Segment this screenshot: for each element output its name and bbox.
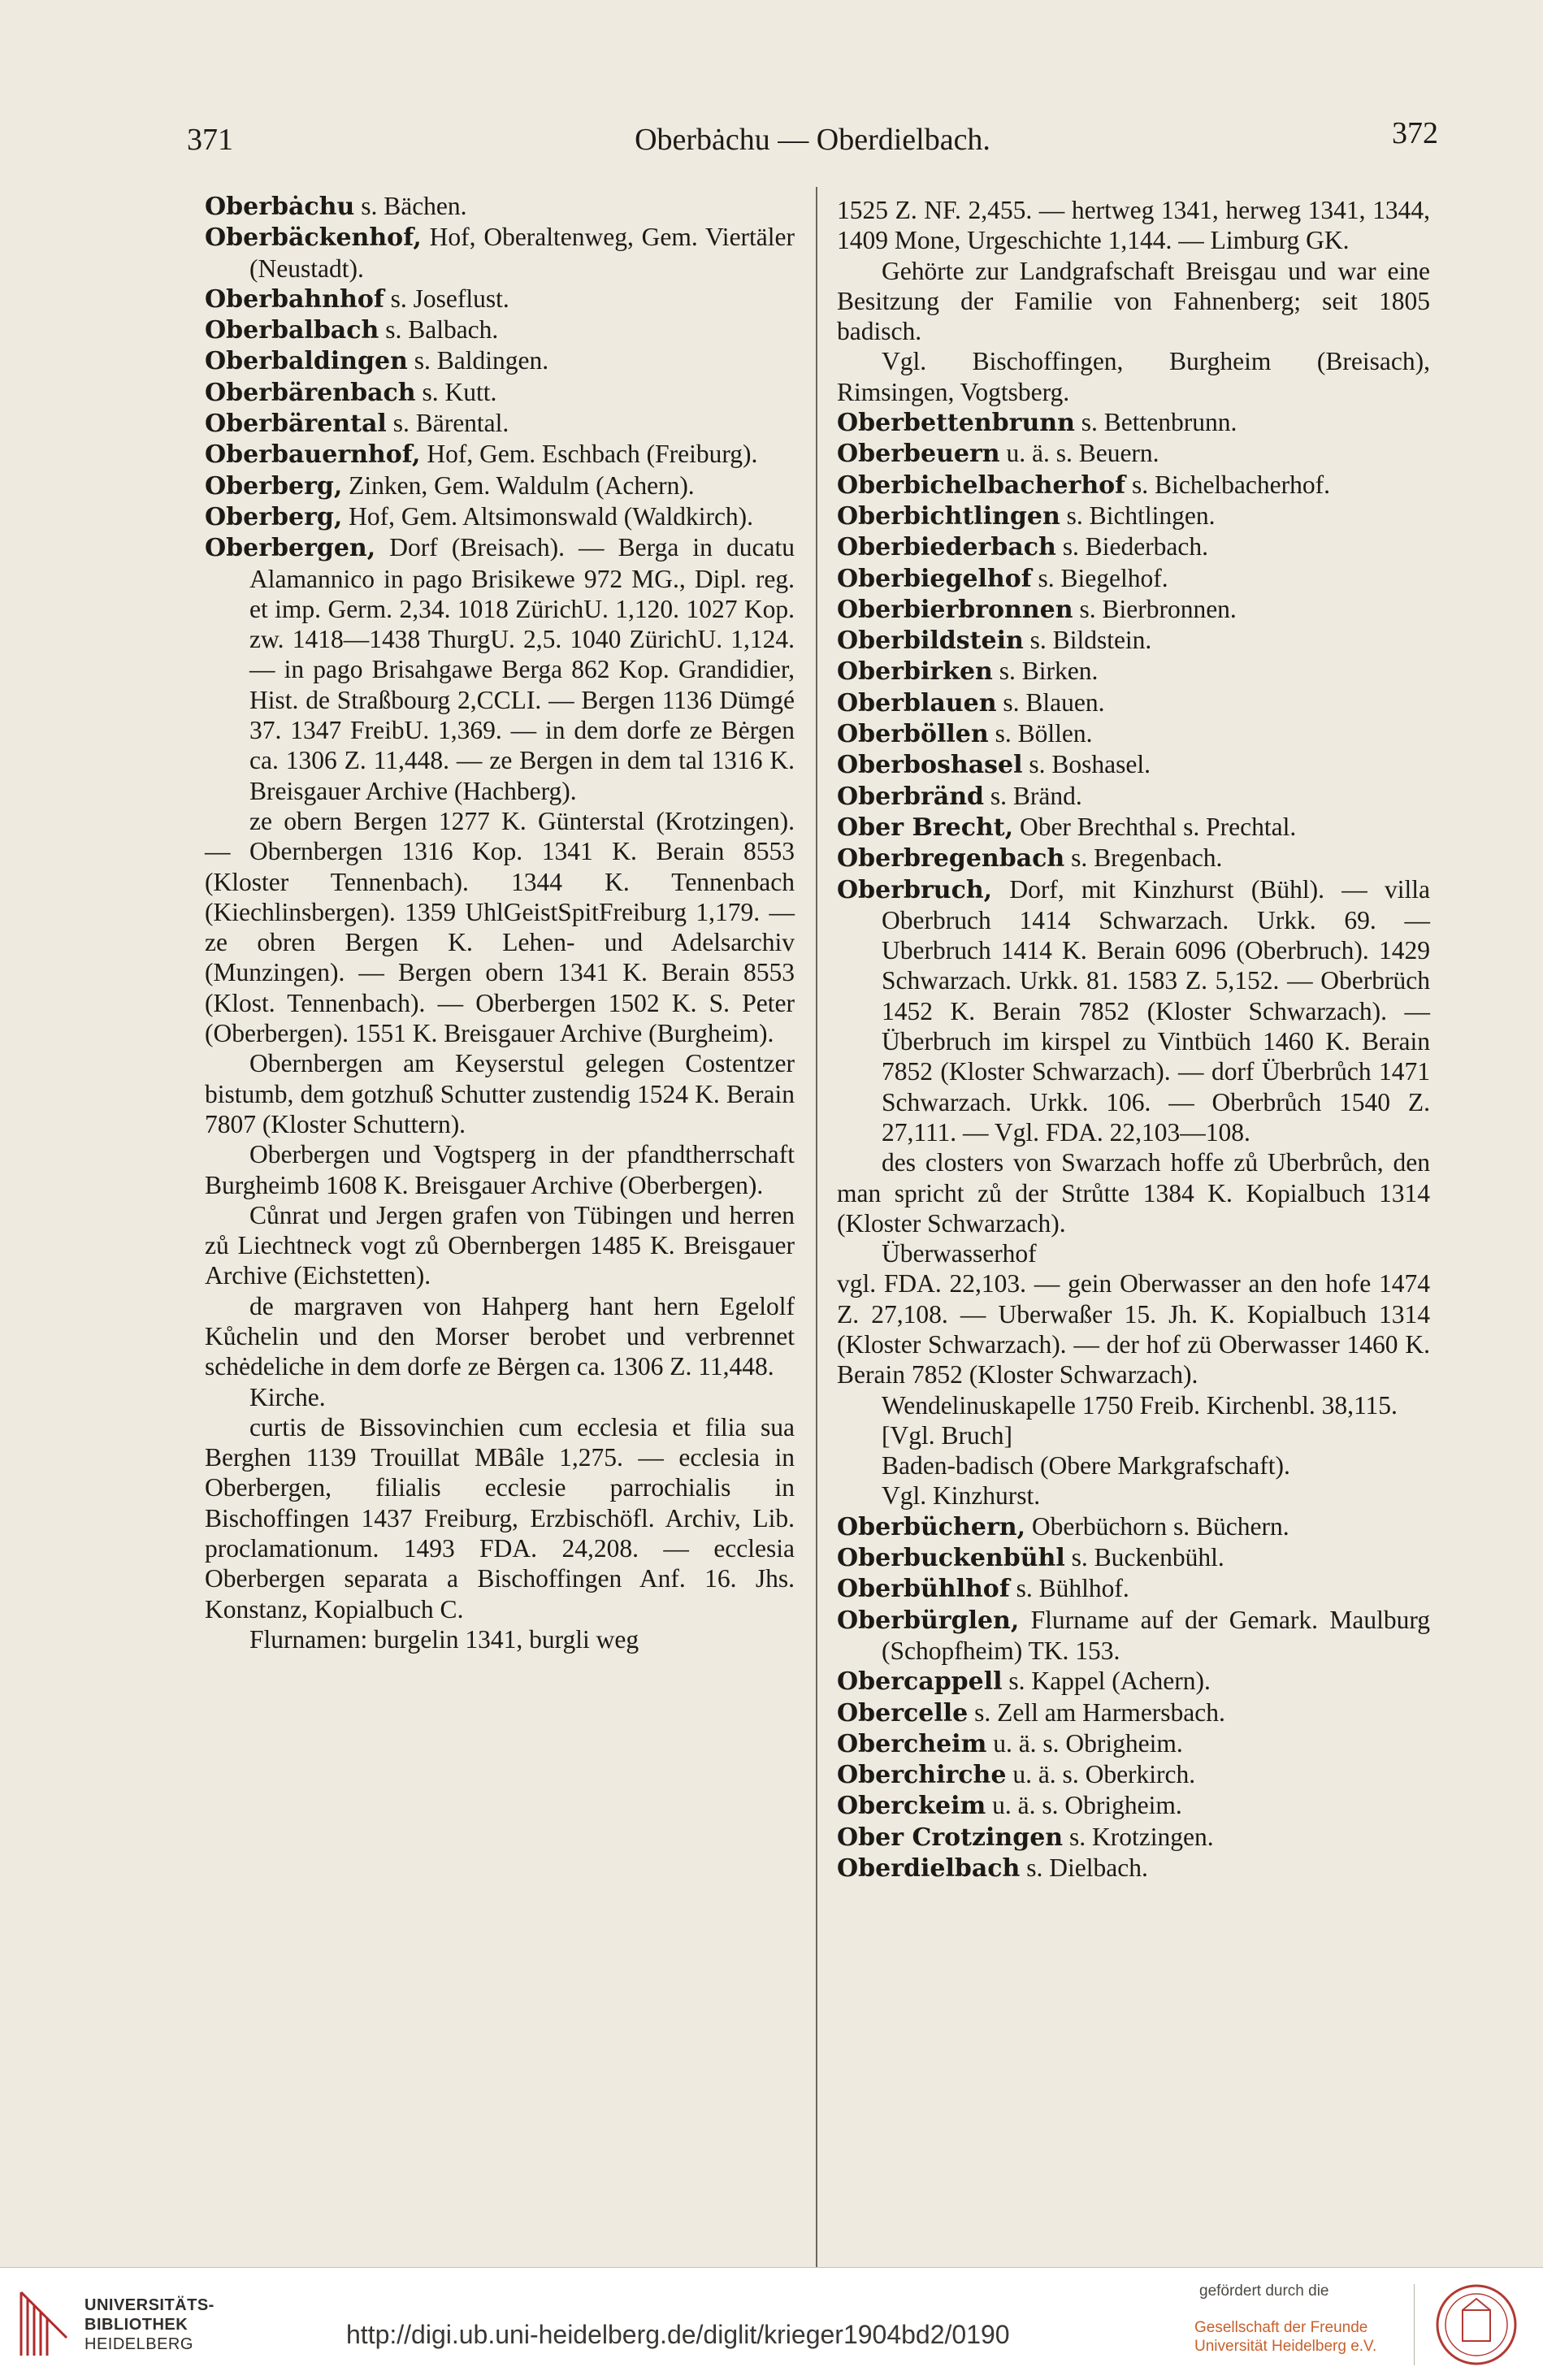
entry-paragraph: Überwasserhof xyxy=(882,1239,1037,1268)
entry-text: s. Kutt. xyxy=(415,377,497,406)
entry-headword: Oberchirche xyxy=(837,1761,1007,1790)
footer-bar xyxy=(0,2267,1543,2380)
library-logo-icon xyxy=(18,2289,70,2359)
entry-paragraph: Cůnrat und Jergen grafen von Tübingen und herren zů Liechtneck vogt zů Obernbergen 1485 K. Breisgauer Archive (Eichstetten). xyxy=(205,1200,795,1290)
entry-text: s. Bildstein. xyxy=(1023,626,1152,655)
entry-text: s. Baldingen. xyxy=(407,346,549,375)
entry-headword: Oberblauen xyxy=(837,688,997,717)
entry-text: s. Bierbronnen. xyxy=(1073,594,1237,623)
entry-text: Zinken, Gem. Waldulm (Achern). xyxy=(342,470,695,500)
entry-headword: Oberbergen, xyxy=(205,534,376,563)
entry-headword: Oberbuckenbühl xyxy=(837,1544,1065,1573)
dictionary-entry xyxy=(837,718,1430,749)
entry-text: s. Bichelbacherhof. xyxy=(1125,470,1330,499)
entry-text: s. Bärental. xyxy=(386,409,509,438)
dictionary-entry xyxy=(837,531,1430,562)
entry-headword: Oberbüchern, xyxy=(837,1512,1026,1541)
entry-headword: Oberbränd xyxy=(837,782,985,811)
entry-headword: Oberbruch, xyxy=(837,875,993,904)
entry-headword: Oberbirken xyxy=(837,657,993,687)
dictionary-entry xyxy=(837,1573,1430,1604)
entry-paragraph: curtis de Bissovinchien cum ecclesia et filia sua Berghen 1139 Trouillat MBâle 1,275. — ecclesia in Oberbergen, filialis ecclesie parrochialis in Bischoffingen 1437 Freiburg, Erzbischöfl. Archiv, Lib. proclamationum. 1493 FDA. 24,208. — ecclesia Oberbergen separata a Bischoffingen Anf. 16. Jhs. Konstanz, Kopialbuch C. xyxy=(205,1412,795,1624)
entry-headword: Ober Crotzingen xyxy=(837,1823,1064,1852)
entry-headword: Oberbaldingen xyxy=(205,347,408,376)
dictionary-entry xyxy=(205,222,795,284)
dictionary-entry xyxy=(837,1511,1430,1542)
university-name: UNIVERSITÄTS- BIBLIOTHEK HEIDELBERG xyxy=(85,2296,215,2353)
dictionary-entry xyxy=(205,470,795,501)
entry-headword: Oberbiederbach xyxy=(837,533,1056,562)
dictionary-entry xyxy=(837,625,1430,656)
entry-text: u. ä. s. Obrigheim. xyxy=(986,1728,1183,1758)
entry-headword: Ober Brecht, xyxy=(837,813,1014,842)
entry-text: u. ä. s. Oberkirch. xyxy=(1006,1760,1196,1789)
entry-text: Oberbüchorn s. Büchern. xyxy=(1025,1511,1289,1541)
running-title: Oberbȧchu — Oberdielbach. xyxy=(635,123,990,157)
entry-headword: Oberbauernhof, xyxy=(205,440,421,470)
entry-text: Hof, Gem. Altsimonswald (Waldkirch). xyxy=(342,501,754,531)
entry-headword: Oberbärental xyxy=(205,410,387,439)
entry-text: u. ä. s. Obrigheim. xyxy=(986,1791,1182,1820)
page-number-right: 372 xyxy=(1392,116,1438,150)
entry-continuation: vgl. FDA. 22,103. — gein Oberwasser an den hofe 1474 Z. 27,108. — Uberwaßer 15. Jh. K. Kopialbuch 1314 (Kloster Schwarzach). — der hof zü Oberwasser 1460 K. Berain 7852 (Kloster Schwarzach). xyxy=(837,1269,1430,1389)
dictionary-entry xyxy=(205,191,795,222)
entry-text: s. Böllen. xyxy=(988,719,1093,748)
entry-text: Ober Brechthal s. Prechtal. xyxy=(1013,812,1297,841)
entry-paragraph: Vgl. Bischoffingen, Burgheim (Breisach), Rimsingen, Vogtsberg. xyxy=(837,347,1430,406)
entry-paragraph: de margraven von Hahperg hant hern Egelolf Kůchelin und den Morser berobet und verbrennet schėdeliche in dem dorfe ze Bėrgen ca. 1306 Z. 11,448. xyxy=(205,1291,795,1381)
dictionary-entry xyxy=(837,1853,1430,1884)
page-header xyxy=(187,116,1438,171)
entry-headword: Oberbiegelhof xyxy=(837,564,1032,593)
dictionary-entry xyxy=(837,1728,1430,1759)
dictionary-entry xyxy=(837,407,1430,438)
sponsor-credit: gefördert durch die Gesellschaft der Freunde Universität Heidelberg e.V. xyxy=(1194,2282,1377,2355)
entry-text: u. ä. s. Beuern. xyxy=(999,439,1159,468)
dictionary-entry xyxy=(205,408,795,439)
entry-text: s. Zell am Harmersbach. xyxy=(968,1697,1225,1727)
entry-headword: Oberbeuern xyxy=(837,440,1000,469)
dictionary-entry xyxy=(837,781,1430,812)
entry-headword: Oberberg, xyxy=(205,471,343,501)
dictionary-entry xyxy=(837,1542,1430,1573)
dictionary-entry xyxy=(837,470,1430,501)
dictionary-entry xyxy=(837,501,1430,531)
entry-paragraph: Gehörte zur Landgrafschaft Breisgau und war eine Besitzung der Familie von Fahnenberg; seit 1805 badisch. xyxy=(837,256,1430,346)
entry-text: Flurname auf der Gemark. Maulburg (Schopfheim) TK. 153. xyxy=(882,1605,1430,1665)
entry-headword: Oberbäckenhof, xyxy=(205,223,422,253)
left-column xyxy=(205,191,795,1654)
entry-headword: Oberbahnhof xyxy=(205,284,384,314)
entry-paragraph: Oberbergen und Vogtsperg in der pfandtherrschaft Burgheimb 1608 K. Breisgauer Archive (Oberbergen). xyxy=(205,1140,795,1199)
dictionary-entry xyxy=(205,439,795,470)
entry-text: Dorf, mit Kinzhurst (Bühl). — villa Oberbruch 1414 Schwarzach. Urkk. 69. — Uberbruch 1414 K. Berain 6096 (Oberbruch). 1429 Schwarzach. Urkk. 81. 1583 Z. 5,152. — Oberbrüch 1452 K. Berain 7852 (Kloster Schwarzach). — Überbruch im kirspel zu Vintbüch 1460 K. Berain 7852 (Kloster Schwarzach). — dorf Überbrůch 1471 Schwarzach. Urkk. 106. — Oberbrůch 1540 Z. 27,111. — Vgl. FDA. 22,103—108. xyxy=(882,874,1430,1147)
entry-headword: Oberckeim xyxy=(837,1792,986,1821)
entry-paragraph: Flurnamen: burgelin 1341, burgli weg xyxy=(249,1624,639,1654)
entry-text: s. Biederbach. xyxy=(1055,532,1209,561)
entry-paragraph: des closters von Swarzach hoffe zů Uberbrůch, den man spricht zů der Strůtte 1384 K. Kopialbuch 1314 (Kloster Schwarzach). xyxy=(837,1148,1430,1238)
dictionary-entry xyxy=(837,874,1430,1148)
entry-text: s. Bächen. xyxy=(354,192,467,220)
entry-headword: Oberbettenbrunn xyxy=(837,409,1075,438)
entry-paragraph: Baden-badisch (Obere Markgrafschaft). xyxy=(882,1451,1290,1480)
dictionary-entry xyxy=(205,377,795,408)
dictionary-entry xyxy=(205,345,795,376)
entry-text: s. Biegelhof. xyxy=(1031,563,1168,592)
entry-text: s. Bettenbrunn. xyxy=(1074,408,1237,437)
entry-headword: Oberberg, xyxy=(205,502,343,531)
dictionary-entry xyxy=(837,563,1430,594)
entry-paragraph: Wendelinuskapelle 1750 Freib. Kirchenbl. 38,115. xyxy=(882,1390,1398,1420)
entry-headword: Oberdielbach xyxy=(837,1854,1021,1884)
entry-text: s. Dielbach. xyxy=(1020,1853,1148,1883)
dictionary-entry xyxy=(837,749,1430,780)
entry-headword: Oberbalbach xyxy=(205,316,379,345)
permalink-url[interactable]: http://digi.ub.uni-heidelberg.de/diglit/krieger1904bd2/0190 xyxy=(346,2320,1010,2349)
entry-text: s. Joseflust. xyxy=(384,284,509,313)
entry-headword: Obercelle xyxy=(837,1698,969,1728)
entry-headword: Oberbȧchu xyxy=(205,193,355,221)
entry-headword: Oberbierbronnen xyxy=(837,595,1073,624)
column-divider xyxy=(816,187,817,2283)
entry-text: s. Bränd. xyxy=(984,781,1082,810)
entry-paragraph: Vgl. Kinzhurst. xyxy=(882,1481,1041,1511)
dictionary-entry xyxy=(837,438,1430,469)
entry-paragraph: Obernbergen am Keyserstul gelegen Costentzer bistumb, dem gotzhuß Schutter zustendig 1524 K. Berain 7807 (Kloster Schuttern). xyxy=(205,1049,795,1138)
entry-text: s. Bregenbach. xyxy=(1064,843,1223,873)
dictionary-entry xyxy=(837,687,1430,718)
dictionary-entry xyxy=(837,1697,1430,1728)
entry-headword: Oberbärenbach xyxy=(205,378,416,407)
entry-headword: Oberbichelbacherhof xyxy=(837,470,1126,500)
dictionary-entry xyxy=(837,812,1430,843)
right-column xyxy=(837,195,1430,1884)
entry-text: s. Boshasel. xyxy=(1022,750,1151,779)
entry-headword: Oberbühlhof xyxy=(837,1575,1010,1604)
entry-text: Hof, Gem. Eschbach (Freiburg). xyxy=(420,440,758,469)
entry-text: s. Birken. xyxy=(992,657,1099,686)
entry-text: s. Kappel (Achern). xyxy=(1002,1667,1211,1696)
dictionary-entry xyxy=(205,532,795,806)
entry-headword: Obercheim xyxy=(837,1729,987,1758)
entry-headword: Oberböllen xyxy=(837,720,989,749)
entry-paragraph: ze obern Bergen 1277 K. Günterstal (Krotzingen). — Obernbergen 1316 Kop. 1341 K. Berain 8553 (Kloster Tennenbach). 1344 K. Tennenbach (Kiechlinsbergen). 1359 UhlGeistSpitFreiburg 1,179. — ze obren Bergen K. Lehen- und Adelsarchiv (Munzingen). — Bergen obern 1341 K. Berain 8553 (Klost. Tennenbach). — Oberbergen 1502 K. S. Peter (Oberbergen). 1551 K. Breisgauer Archive (Burgheim). xyxy=(205,806,795,1048)
entry-headword: Oberboshasel xyxy=(837,751,1023,780)
dictionary-entry xyxy=(205,284,795,314)
entry-text: Dorf (Breisach). — Berga in ducatu Alamannico in pago Brisikewe 972 MG., Dipl. reg. et imp. Germ. 2,34. 1018 ZürichU. 1,120. 1027 Kop. zw. 1418—1438 ThurgU. 2,5. 1040 ZürichU. 1,124. — in pago Brisahgawe Berga 862 Kop. Grandidier, Hist. de Straßbourg 2,CCLI. — Bergen 1136 Dümgé 37. 1347 FreibU. 1,369. — in dem dorfe ze Bėrgen ca. 1306 Z. 11,448. — ze Bergen in dem tal 1316 K. Breisgauer Archive (Hachberg). xyxy=(249,533,795,805)
university-seal-icon xyxy=(1432,2282,1521,2367)
dictionary-entry xyxy=(837,656,1430,687)
dictionary-entry xyxy=(837,1822,1430,1853)
dictionary-entry xyxy=(205,314,795,345)
dictionary-entry xyxy=(837,1605,1430,1667)
entry-paragraph: [Vgl. Bruch] xyxy=(882,1420,1012,1450)
dictionary-entry xyxy=(205,501,795,532)
entry-text: Hof, Oberaltenweg, Gem. Viertäler (Neustadt). xyxy=(249,223,795,283)
entry-text: s. Balbach. xyxy=(379,315,499,345)
entry-headword: Oberbichtlingen xyxy=(837,501,1060,531)
entry-text: s. Bühlhof. xyxy=(1009,1574,1129,1603)
dictionary-entry xyxy=(837,1759,1430,1790)
dictionary-entry xyxy=(837,843,1430,874)
footer-divider xyxy=(1414,2284,1415,2365)
entry-paragraph: Kirche. xyxy=(249,1382,326,1411)
entry-headword: Oberbürglen, xyxy=(837,1606,1020,1635)
entry-text: s. Blauen. xyxy=(996,687,1105,717)
entry-headword: Oberbildstein xyxy=(837,626,1024,656)
entry-headword: Obercappell xyxy=(837,1667,1003,1697)
dictionary-entry xyxy=(837,1666,1430,1697)
entry-headword: Oberbregenbach xyxy=(837,844,1065,874)
entry-continuation: 1525 Z. NF. 2,455. — hertweg 1341, herweg 1341, 1344, 1409 Mone, Urgeschichte 1,144. — Limburg GK. xyxy=(837,196,1430,255)
dictionary-entry xyxy=(837,1790,1430,1821)
entry-text: s. Krotzingen. xyxy=(1063,1822,1214,1851)
entry-text: s. Buckenbühl. xyxy=(1064,1543,1224,1572)
page-number-left: 371 xyxy=(187,123,233,157)
dictionary-entry xyxy=(837,594,1430,625)
entry-text: s. Bichtlingen. xyxy=(1060,501,1216,530)
